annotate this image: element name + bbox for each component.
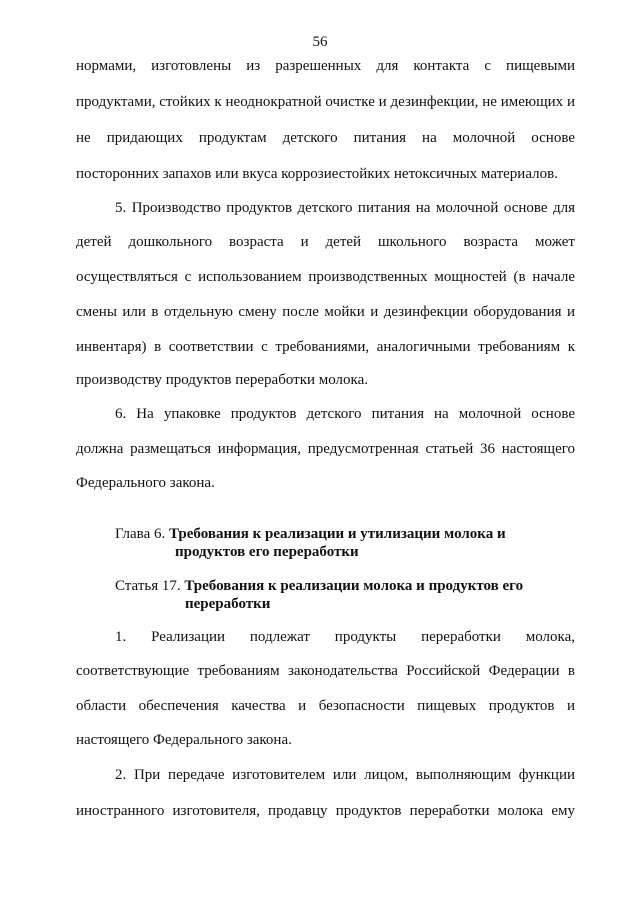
text-line: 5. Производство продуктов детского питания на молочной основе для <box>115 200 575 216</box>
text-line: Федерального закона. <box>76 475 215 491</box>
text-line: 1. Реализации подлежат продукты переработки молока, <box>115 629 575 645</box>
chapter-number: Глава 6. <box>115 526 166 542</box>
text-line: настоящего Федерального закона. <box>76 732 292 748</box>
text-line: области обеспечения качества и безопасности пищевых продуктов и <box>76 698 575 714</box>
text-line: не придающих продуктам детского питания на молочной основе <box>76 130 575 146</box>
text-line: производству продуктов переработки молока. <box>76 372 369 388</box>
text-line: смены или в отдельную смену после мойки и дезинфекции оборудования и <box>76 304 575 320</box>
text-line: посторонних запахов или вкуса коррозиестойких нетоксичных материалов. <box>76 166 558 182</box>
text-line: детей дошкольного возраста и детей школьного возраста может <box>76 234 575 250</box>
article-title-continued: переработки <box>185 596 271 612</box>
text-line: 6. На упаковке продуктов детского питания на молочной основе <box>115 406 575 422</box>
chapter-title-continued: продуктов его переработки <box>175 544 359 560</box>
text-line: нормами, изготовлены из разрешенных для контакта с пищевыми <box>76 58 575 74</box>
text-line: соответствующие требованиям законодательства Российской Федерации в <box>76 663 575 679</box>
text-line: осуществляться с использованием производственных мощностей (в начале <box>76 269 575 285</box>
article-heading-line1 <box>115 577 523 595</box>
page-number: 56 <box>312 34 328 50</box>
text-line: 2. При передаче изготовителем или лицом, выполняющим функции <box>115 767 575 783</box>
article-title: Требования к реализации молока и продуктов его <box>184 578 524 594</box>
text-line: продуктами, стойких к неоднократной очистке и дезинфекции, не имеющих и <box>76 94 575 110</box>
chapter-title: Требования к реализации и утилизации молока и <box>168 526 506 542</box>
text-line: инвентаря) в соответствии с требованиями, аналогичными требованиям к <box>76 339 575 355</box>
text-line: иностранного изготовителя, продавцу продуктов переработки молока ему <box>76 803 575 819</box>
article-number: Статья 17. <box>115 578 181 594</box>
chapter-heading-line1 <box>115 525 506 543</box>
text-line: должна размещаться информация, предусмотренная статьей 36 настоящего <box>76 441 575 457</box>
